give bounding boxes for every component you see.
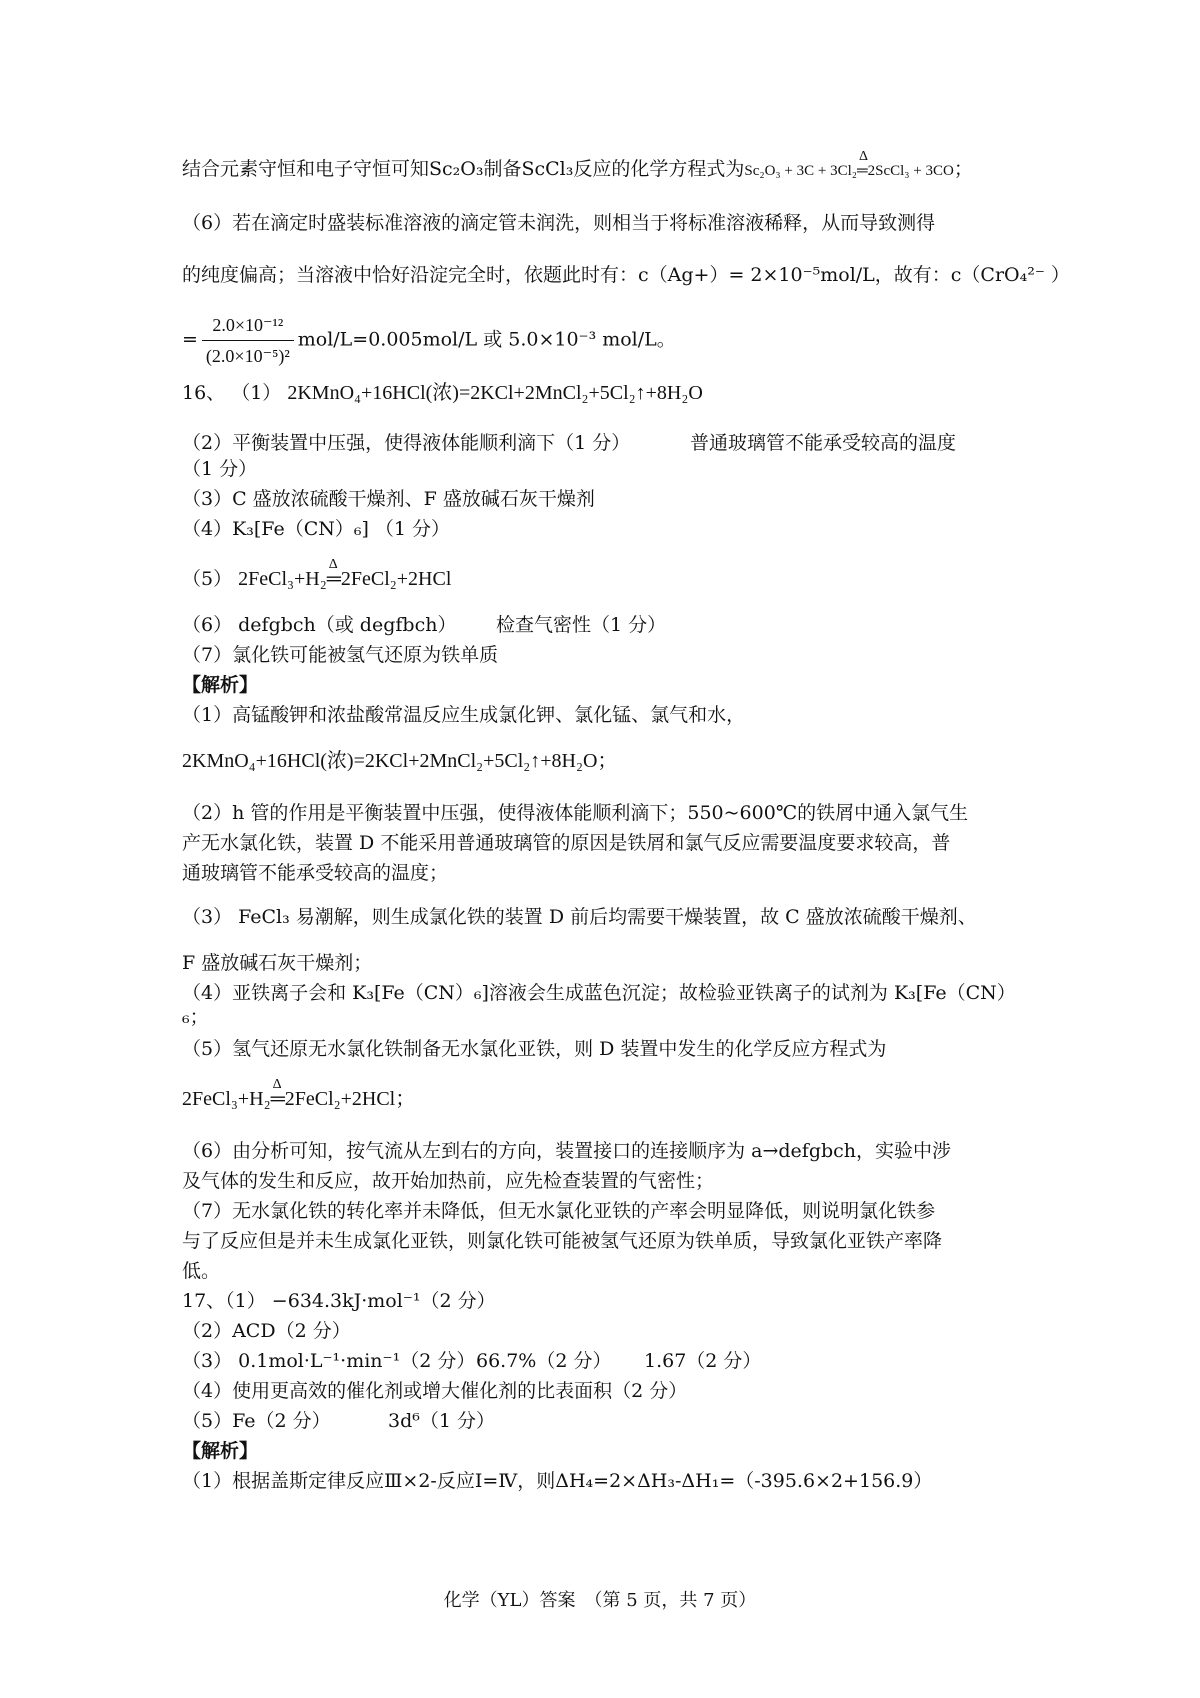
text-line: 产无水氯化铁，装置 D 不能采用普通玻璃管的原因是铁屑和氯气反应需要温度要求较高，普 — [182, 832, 951, 854]
text-line: 通玻璃管不能承受较高的温度； — [182, 862, 449, 884]
text-line: 低。 — [182, 1260, 221, 1282]
text-segment: （6） defgbch（或 degfbch） — [182, 614, 457, 636]
text-line: （4）K₃[Fe（CN）₆] （1 分） — [182, 518, 451, 540]
fraction-denominator: (2.0×10⁻⁵)² — [205, 346, 290, 366]
text-line: （2）ACD（2 分） — [182, 1320, 351, 1342]
text-segment: 普通玻璃管不能承受较高的温度 — [690, 432, 957, 454]
equation-right: 2FeCl₂+2HCl — [340, 568, 452, 590]
equation — [238, 557, 452, 590]
text-line: （1）高锰酸钾和浓盐酸常温反应生成氯化钾、氯化锰、氯气和水， — [182, 704, 746, 726]
text-line — [182, 1408, 495, 1434]
analysis-heading: 【解析】 — [182, 674, 259, 696]
text-segment: mol/L=0.005mol/L 或 5.0×10⁻³ mol/L。 — [297, 328, 676, 351]
fraction-numerator: 2.0×10⁻¹² — [202, 312, 294, 341]
equation-left: Sc₂O₃ + 3C + 3Cl₂ — [744, 163, 857, 179]
text-line: F 盛放碱石灰干燥剂； — [182, 952, 373, 974]
text-line — [182, 380, 703, 406]
heat-arrow: Δ ═ — [327, 566, 341, 592]
text-line — [182, 1348, 762, 1374]
text-segment: 1.67（2 分） — [644, 1350, 762, 1372]
text-line: （3）C 盛放浓硫酸干燥剂、F 盛放碱石灰干燥剂 — [182, 488, 595, 510]
text-line: （3） FeCl₃ 易潮解，则生成氯化铁的装置 D 前后均需要干燥装置，故 C 盛放浓硫酸干燥剂、 — [182, 906, 977, 928]
text-line: 17、（1） −634.3kJ·mol⁻¹（2 分） — [182, 1290, 496, 1312]
text-line: ₆； — [182, 1006, 209, 1028]
delta-symbol: Δ — [272, 1077, 282, 1092]
text-line — [182, 557, 452, 592]
text-line: （1 分） — [182, 458, 258, 480]
text-line — [182, 149, 973, 184]
text-line: （6）由分析可知，按气流从左到右的方向，装置接口的连接顺序为 a→defgbch，实验中涉 — [182, 1140, 952, 1162]
text-line: （1）根据盖斯定律反应Ⅲ×2-反应Ⅰ=Ⅳ，则ΔH₄=2×ΔH₃-ΔH₁=（-395.6×2+156.9） — [182, 1470, 933, 1492]
fraction — [202, 312, 294, 369]
equation — [744, 149, 954, 179]
heat-arrow: Δ ═ — [271, 1086, 285, 1112]
text-segment: 3d⁶（1 分） — [388, 1410, 495, 1432]
text-line: （7）氯化铁可能被氢气还原为铁单质 — [182, 644, 499, 666]
heat-arrow: Δ ═ — [857, 158, 868, 184]
text-line: （4）亚铁离子会和 K₃[Fe（CN）₆]溶液会生成蓝色沉淀；故检验亚铁离子的试剂为 K₃[Fe（CN） — [182, 982, 1016, 1004]
equation-left: 2FeCl₃+H₂ — [238, 568, 327, 590]
text-segment: 结合元素守恒和电子守恒可知Sc₂O₃制备ScCl₃反应的化学方程式为 — [182, 158, 745, 180]
equation: 2KMnO₄+16HCl(浓)=2KCl+2MnCl₂+5Cl₂↑+8H₂O — [287, 382, 703, 404]
equation-left: 2FeCl₃+H₂ — [182, 1088, 271, 1110]
equation-right: 2ScCl₃ + 3CO — [867, 163, 954, 179]
text-segment: ； — [953, 158, 973, 180]
question-label: 16、 （1） — [182, 382, 282, 404]
equation-right: 2FeCl₂+2HCl； — [284, 1088, 416, 1110]
analysis-heading: 【解析】 — [182, 1440, 259, 1462]
text-line: 及气体的发生和反应，故开始加热前，应先检查装置的气密性； — [182, 1170, 715, 1192]
equation-line — [182, 1077, 416, 1112]
text-line: （6）若在滴定时盛装标准溶液的滴定管未润洗，则相当于将标准溶液稀释，从而导致测得 — [182, 212, 936, 234]
text-line: （5）氢气还原无水氯化铁制备无水氯化亚铁，则 D 装置中发生的化学反应方程式为 — [182, 1038, 887, 1060]
text-line: 与了反应但是并未生成氯化亚铁，则氯化铁可能被氢气还原为铁单质，导致氯化亚铁产率降 — [182, 1230, 943, 1252]
equals-sign: = — [182, 328, 198, 351]
text-line: （2）h 管的作用是平衡装置中压强，使得液体能顺利滴下；550~600℃的铁屑中通入氯气生 — [182, 802, 969, 824]
text-line: （4）使用更高效的催化剂或增大催化剂的比表面积（2 分） — [182, 1380, 688, 1402]
text-line — [182, 430, 957, 456]
question-label: （5） — [182, 568, 233, 590]
delta-symbol: Δ — [328, 557, 338, 572]
text-segment: 66.7%（2 分） — [476, 1350, 612, 1372]
text-segment: （3） 0.1mol·L⁻¹·min⁻¹（2 分） — [182, 1350, 476, 1372]
text-segment: （2）平衡装置中压强，使得液体能顺利滴下（1 分） — [182, 432, 631, 454]
text-line: （7）无水氯化铁的转化率并未降低，但无水氯化亚铁的产率会明显降低，则说明氯化铁参 — [182, 1200, 936, 1222]
fraction-line — [182, 312, 676, 369]
page-footer: 化学（YL）答案 （第 5 页，共 7 页） — [443, 1590, 757, 1611]
text-line: 的纯度偏高；当溶液中恰好沿淀完全时，依题此时有：c（Ag+）= 2×10⁻⁵mol/L，故有：c（CrO₄²⁻ ） — [182, 264, 1070, 286]
text-segment: （5）Fe（2 分） — [182, 1410, 331, 1432]
text-segment: 检查气密性（1 分） — [496, 614, 667, 636]
text-line — [182, 612, 667, 638]
equation-line: 2KMnO₄+16HCl(浓)=2KCl+2MnCl₂+5Cl₂↑+8H₂O； — [182, 750, 618, 772]
delta-symbol: Δ — [858, 149, 868, 164]
